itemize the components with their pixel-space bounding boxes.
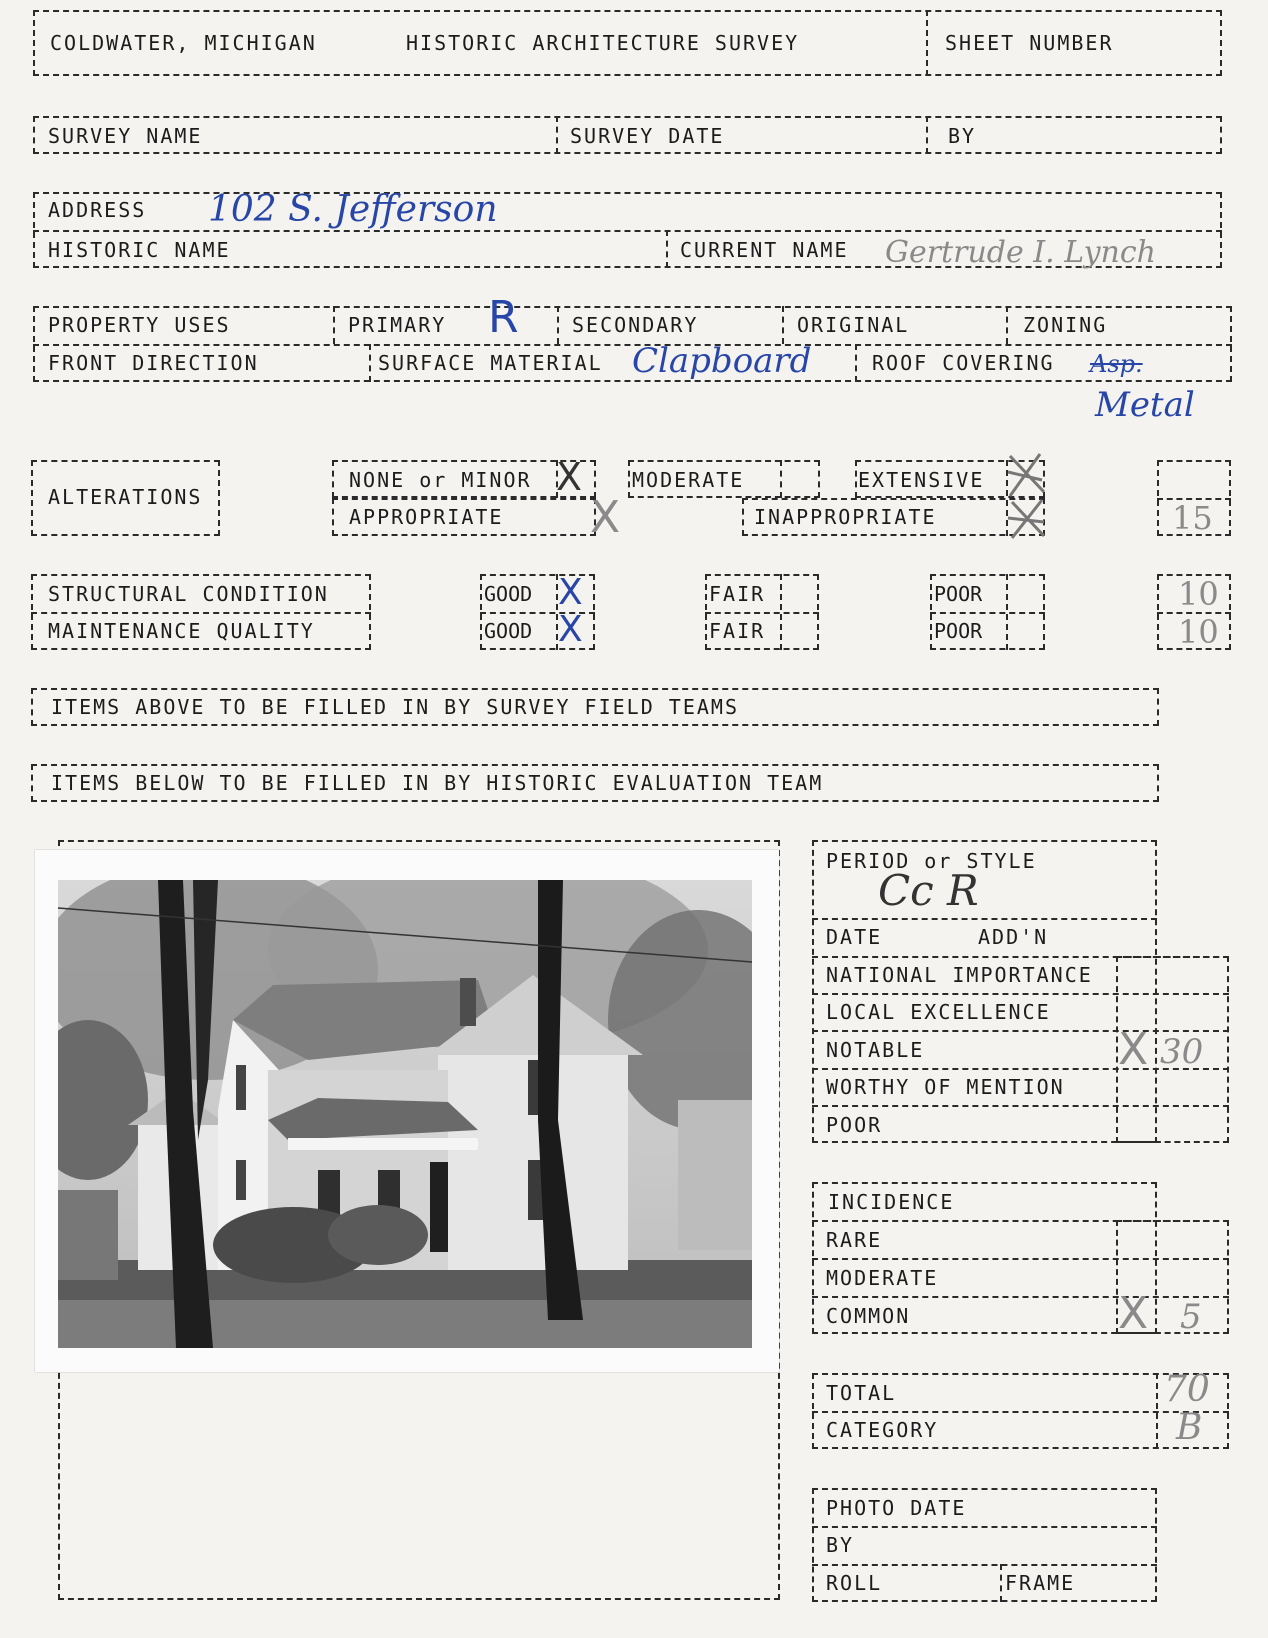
fair-label-2: FAIR bbox=[709, 619, 766, 643]
current-name-value[interactable]: Gertrude I. Lynch bbox=[885, 235, 1156, 270]
front-direction-label: FRONT DIRECTION bbox=[48, 351, 259, 375]
worthy-label: WORTHY OF MENTION bbox=[826, 1075, 1065, 1099]
structural-score[interactable]: 10 bbox=[1178, 575, 1219, 613]
notable-label: NOTABLE bbox=[826, 1038, 925, 1062]
none-minor-mark[interactable]: X bbox=[556, 455, 583, 499]
secondary-label: SECONDARY bbox=[572, 313, 699, 337]
maintenance-good-mark[interactable]: X bbox=[558, 609, 583, 650]
by-label: BY bbox=[948, 124, 977, 148]
surface-material-value[interactable]: Clapboard bbox=[632, 341, 812, 381]
alterations-score[interactable]: 15 bbox=[1172, 499, 1213, 537]
date-label: DATE bbox=[826, 925, 883, 949]
category-label: CATEGORY bbox=[826, 1418, 939, 1442]
incidence-moderate-label: MODERATE bbox=[826, 1266, 939, 1290]
maintenance-quality-label: MAINTENANCE QUALITY bbox=[48, 619, 315, 643]
good-label-1: GOOD bbox=[484, 582, 533, 606]
alterations-label: ALTERATIONS bbox=[48, 485, 203, 509]
poor-label-2: POOR bbox=[934, 619, 983, 643]
survey-name-label: SURVEY NAME bbox=[48, 124, 203, 148]
appropriate-mark[interactable]: X bbox=[590, 492, 621, 543]
address-value[interactable]: 102 S. Jefferson bbox=[208, 189, 498, 230]
total-label: TOTAL bbox=[826, 1381, 897, 1405]
good-label-2: GOOD bbox=[484, 619, 533, 643]
survey-title: HISTORIC ARCHITECTURE SURVEY bbox=[406, 31, 800, 55]
extensive-label: EXTENSIVE bbox=[858, 468, 985, 492]
total-value[interactable]: 70 bbox=[1164, 1369, 1210, 1410]
roof-covering-label: ROOF COVERING bbox=[872, 351, 1055, 375]
current-name-label: CURRENT NAME bbox=[680, 238, 849, 262]
common-mark[interactable]: X bbox=[1118, 1288, 1149, 1339]
notable-mark[interactable]: X bbox=[1118, 1024, 1149, 1075]
sheet-number-label: SHEET NUMBER bbox=[945, 31, 1114, 55]
house-photo bbox=[58, 880, 752, 1348]
common-label: COMMON bbox=[826, 1304, 911, 1328]
evaluation-team-note: ITEMS BELOW TO BE FILLED IN BY HISTORIC EVALUATION TEAM bbox=[51, 771, 824, 795]
primary-label: PRIMARY bbox=[348, 313, 447, 337]
primary-value[interactable]: R bbox=[488, 292, 519, 343]
zoning-label: ZONING bbox=[1023, 313, 1108, 337]
period-style-value[interactable]: Cc R bbox=[878, 866, 979, 915]
historic-name-label: HISTORIC NAME bbox=[48, 238, 231, 262]
addn-label: ADD'N bbox=[978, 925, 1049, 949]
scribble-mark bbox=[1004, 452, 1050, 544]
fair-label-1: FAIR bbox=[709, 582, 766, 606]
photo-date-label: PHOTO DATE bbox=[826, 1496, 967, 1520]
national-importance-label: NATIONAL IMPORTANCE bbox=[826, 963, 1093, 987]
poor-label-1: POOR bbox=[934, 582, 983, 606]
surface-material-label: SURFACE MATERIAL bbox=[378, 351, 603, 375]
period-style-label: PERIOD or STYLE bbox=[826, 849, 1037, 873]
eval-poor-label: POOR bbox=[826, 1113, 883, 1137]
structural-good-mark[interactable]: X bbox=[558, 572, 583, 613]
address-label: ADDRESS bbox=[48, 198, 147, 222]
roof-covering-value[interactable]: Metal bbox=[1095, 385, 1195, 425]
category-value[interactable]: B bbox=[1176, 1407, 1203, 1448]
structural-condition-label: STRUCTURAL CONDITION bbox=[48, 582, 329, 606]
city-label: COLDWATER, MICHIGAN bbox=[50, 31, 317, 55]
original-label: ORIGINAL bbox=[797, 313, 910, 337]
field-teams-note: ITEMS ABOVE TO BE FILLED IN BY SURVEY FIELD TEAMS bbox=[51, 695, 740, 719]
local-excellence-label: LOCAL EXCELLENCE bbox=[826, 1000, 1051, 1024]
incidence-label: INCIDENCE bbox=[828, 1190, 955, 1214]
common-score[interactable]: 5 bbox=[1180, 1297, 1202, 1337]
photo-by-label: BY bbox=[826, 1533, 855, 1557]
roof-covering-struck: Asp. bbox=[1090, 350, 1143, 378]
maintenance-score[interactable]: 10 bbox=[1178, 613, 1219, 651]
inappropriate-label: INAPPROPRIATE bbox=[754, 505, 937, 529]
appropriate-label: APPROPRIATE bbox=[349, 505, 504, 529]
moderate-label: MODERATE bbox=[632, 468, 745, 492]
none-minor-label: NONE or MINOR bbox=[349, 468, 532, 492]
survey-date-label: SURVEY DATE bbox=[570, 124, 725, 148]
rare-label: RARE bbox=[826, 1228, 883, 1252]
frame-label: FRAME bbox=[1005, 1571, 1076, 1595]
notable-score[interactable]: 30 bbox=[1160, 1032, 1204, 1072]
property-uses-label: PROPERTY USES bbox=[48, 313, 231, 337]
roll-label: ROLL bbox=[826, 1571, 883, 1595]
